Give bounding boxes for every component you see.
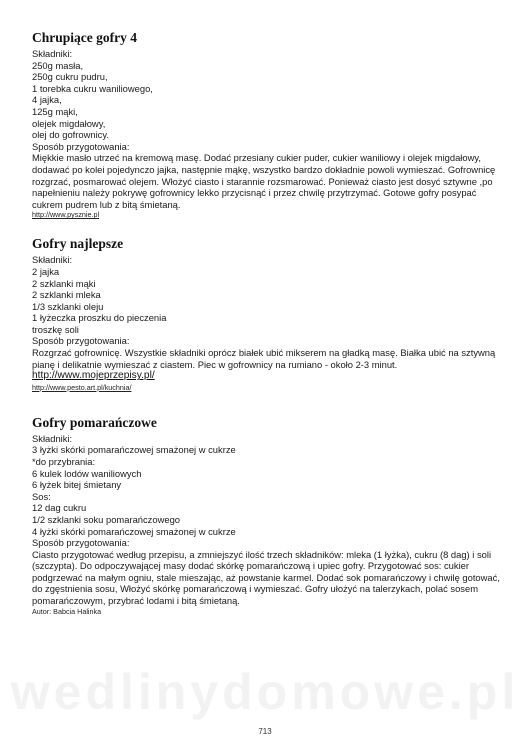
recipe-gofry-pomaranczowe bbox=[32, 415, 502, 617]
recipe-title: Gofry najlepsze bbox=[32, 236, 124, 252]
recipe-page bbox=[32, 30, 502, 617]
ingredient-line: olej do gofrownicy. bbox=[32, 129, 109, 141]
watermark: wedlinydomowe.pl bbox=[10, 664, 520, 720]
ingredient-line: 3 łyżki skórki pomarańczowej smażonej w cukrze bbox=[32, 444, 236, 456]
ingredient-line: olejek migdałowy, bbox=[32, 117, 106, 129]
ingredient-line: 2 szklanki mąki bbox=[32, 277, 96, 289]
method-text: Rozgrzać gofrownicę. Wszystkie składniki oprócz białek ubić mikserem na gładką masę. Białka ubić na sztywną pianę i delikatnie wymieszać z ciastem. Piec w gofrownicy na rumiano - około 2-3 minut. bbox=[32, 347, 496, 370]
ingredients-heading: Składniki: bbox=[32, 432, 73, 444]
ingredient-line: 4 jajka, bbox=[32, 94, 62, 106]
author-credit: Autor: Babcia Halinka bbox=[32, 606, 102, 616]
source-link-large[interactable]: http://www.mojeprzepisy.pl/ bbox=[32, 370, 155, 382]
ingredient-line: 12 dag cukru bbox=[32, 502, 87, 514]
ingredient-line: 2 jajka bbox=[32, 265, 60, 277]
recipe-gofry-najlepsze bbox=[32, 236, 502, 392]
ingredient-line: 1 torebka cukru waniliowego, bbox=[32, 82, 153, 94]
page-number: 713 bbox=[258, 727, 272, 736]
method-text: Miękkie masło utrzeć na kremową masę. Dodać przesiany cukier puder, cukier waniliowy i olejek migdałowy, dodawać po kolei pojedynczo jajka, następnie mąkę, wszystko bardzo dokładnie powoli wymieszać. Gofrownicę rozgrzać, posmarować olejem. Włożyć ciasto i starannie rozsmarować. Ponieważ ciasto jest dosyć sztywne ,po napełnieniu należy pokrywę gofrownicy lekko przycisnąć i przez chwilę przytrzymać. Gotowe gofry posypać cukrem pudrem lub z bitą śmietaną. bbox=[32, 152, 496, 210]
ingredients-heading: Składniki: bbox=[32, 254, 73, 266]
ingredient-line: Sos: bbox=[32, 490, 51, 502]
ingredient-line: 1/2 szklanki soku pomarańczowego bbox=[32, 513, 180, 525]
recipe-title: Chrupiące gofry 4 bbox=[32, 30, 137, 45]
method-heading: Sposób przygotowania: bbox=[32, 537, 130, 549]
method-heading: Sposób przygotowania: bbox=[32, 140, 130, 152]
ingredient-line: 125g mąki, bbox=[32, 105, 78, 117]
recipe-chrupiace-gofry bbox=[32, 30, 502, 220]
source-link[interactable]: http://www.pysznie.pl bbox=[32, 210, 100, 220]
ingredient-line: 4 łyżki skórki pomarańczowej smażonej w cukrze bbox=[32, 525, 236, 537]
ingredient-line: 2 szklanki mleka bbox=[32, 289, 101, 301]
ingredient-line: 1 łyżeczka proszku do pieczenia bbox=[32, 312, 167, 324]
method-heading: Sposób przygotowania: bbox=[32, 335, 130, 347]
ingredients-heading: Składniki: bbox=[32, 48, 73, 59]
method-text: Ciasto przygotować według przepisu, a zmniejszyć ilość trzech składników: mleka (1 łyżka), cukru (8 dag) i soli (szczypta). Do odpoczywającej masy dodać skórkę pomarańczową i upiec gofry. Przygotować sos: cukier podgrzewać na małym ogniu, stale mieszając, aż powstanie karmel. Dodać sok pomarańczowy i chwilę gotować, do zgęstnienia sosu, Włożyć skórkę pomarańczową i wymieszać. Gofry ułożyć na talerzykach, polać sosem pomarańczowym, przybrać lodami i bitą śmietaną. bbox=[32, 548, 500, 607]
ingredient-line: 1/3 szklanki oleju bbox=[32, 300, 104, 312]
recipe-title: Gofry pomarańczowe bbox=[32, 414, 157, 430]
ingredient-line: 250g masła, bbox=[32, 59, 84, 71]
source-link[interactable]: http://www.pesto.art.pl/kuchnia/ bbox=[32, 382, 132, 392]
ingredient-line: 6 kulek lodów waniliowych bbox=[32, 467, 142, 479]
ingredient-line: troszkę soli bbox=[32, 323, 79, 335]
ingredient-line: 6 łyżek bitej śmietany bbox=[32, 479, 122, 491]
ingredient-line: 250g cukru pudru, bbox=[32, 71, 108, 83]
ingredient-line: *do przybrania: bbox=[32, 455, 96, 467]
